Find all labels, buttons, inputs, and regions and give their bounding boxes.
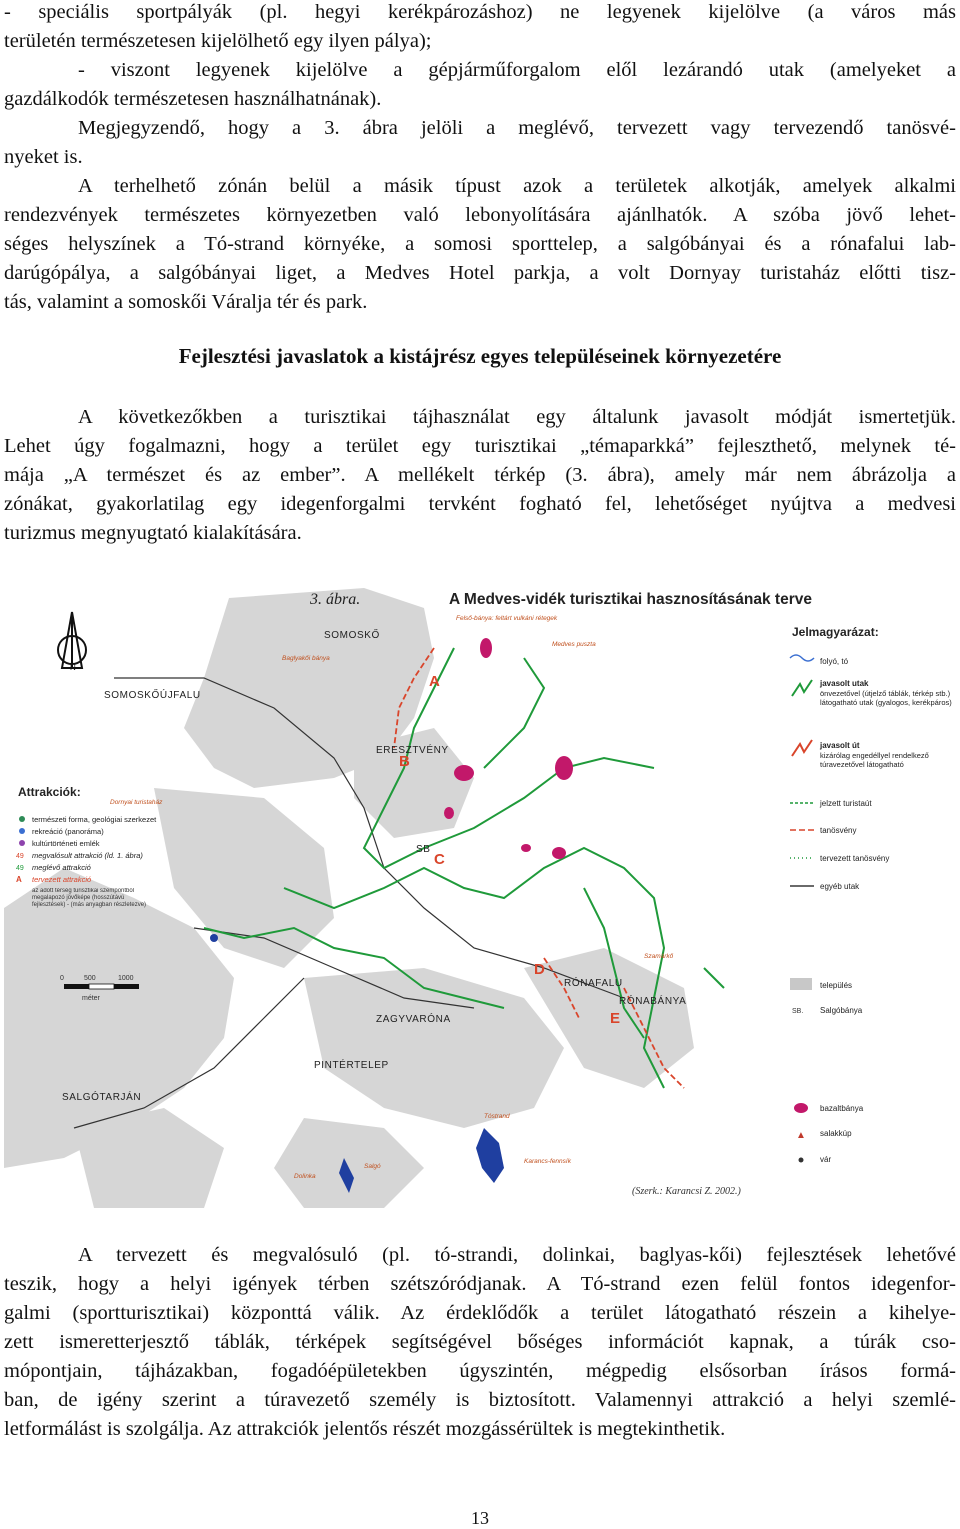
svg-text:1000: 1000 <box>118 975 134 982</box>
figure-label: 3. ábra. <box>310 591 361 608</box>
place-name: ERESZTVÉNY <box>376 745 449 756</box>
text-line: ban, de igény szerint a túravezető személy is biztosított. Valamennyi attrakció a helyi szemlé- <box>4 1389 956 1411</box>
svg-text:N: N <box>70 663 76 672</box>
text-line: Lehet úgy fogalmazni, hogy a terület egy turisztikai „témaparkká” fejleszthető, melynek té- <box>4 435 956 457</box>
text-line: darúgópálya, a salgóbányai liget, a Medves Hotel parkja, a volt Dornyay turistaház előtti tisz- <box>4 262 956 284</box>
svg-text:javasolt utak: javasolt utak <box>820 679 869 688</box>
text-line: turizmus megnyugtató kialakítására. <box>4 522 302 544</box>
place-name: SALGÓTARJÁN <box>62 1092 142 1103</box>
map-annotation: Tóstrand <box>484 1113 510 1120</box>
text-line: tás, valamint a somoskői Váralja tér és park. <box>4 291 368 313</box>
place-name: RÓNABÁNYA <box>619 996 687 1007</box>
text-line: Megjegyzendő, hogy a 3. ábra jelöli a meglévő, tervezett vagy tervezendő tanösvé- <box>78 117 956 139</box>
svg-text:tervezett tanösvény: tervezett tanösvény <box>820 854 890 863</box>
text-line: A terhelhető zónán belül a másik típust azok a területek alkotják, amelyek alkalmi <box>78 175 956 197</box>
text-line: területén természetesen kijelölhető egy ilyen pálya); <box>4 30 432 52</box>
text-line: galmi (sportturisztikai) központtá válik. Az érdeklődők a terület látogatható részein a kihelye- <box>4 1302 956 1324</box>
text-line: nyeket is. <box>4 146 83 168</box>
text-line: letformálást is szolgálja. Az attrakciók jelentős részét mozgássérültek is megtekinthetik. <box>4 1418 726 1440</box>
text-line: séges helyszínek a Tó-strand környéke, a somosi sporttelep, a salgóbányai és a rónafalui lab- <box>4 233 956 255</box>
place-name: PINTÉRTELEP <box>314 1060 389 1071</box>
tourism-plan-map <box>4 568 956 1214</box>
svg-text:kultúrtörténeti emlék: kultúrtörténeti emlék <box>32 839 100 848</box>
svg-text:tervezett attrakció: tervezett attrakció <box>32 875 92 884</box>
svg-text:salakkúp: salakkúp <box>820 1129 852 1138</box>
place-name: SOMOSKŐÚJFALU <box>104 690 201 701</box>
map-annotation: Karancs-fennsík <box>524 1158 571 1165</box>
svg-text:rekreáció (panoráma): rekreáció (panoráma) <box>32 827 104 836</box>
svg-text:jelzett turistaút: jelzett turistaút <box>820 799 872 808</box>
text-line: A következőkben a turisztikai tájhasználat egy általunk javasolt módját ismertetjük. <box>78 406 956 428</box>
map-annotation: Felső-bánya: feltárt vulkáni rétegek <box>456 615 558 622</box>
attraction-letter: E <box>610 1010 621 1027</box>
attractions-legend: Attrakciók: természeti forma, geológiai szerkezet rekreáció (panoráma) kultúrtörténeti emlék 49 megvalósult attrakció (ld. 1. ábra) 49 meglévő attrakció A tervezett attrakció az adott térség turisztikai szempontból megalapozó jövőképe (hosszútávú fejlesztések) - (más anyagban részletezve) <box>16 785 157 908</box>
svg-text:A: A <box>16 875 22 884</box>
svg-text:megvalósult attrakció (ld. 1.: megvalósult attrakció (ld. 1. ábra) <box>32 851 143 860</box>
text-line: zett ismeretterjesztő táblák, térképek segítségével bőséges információt kapnak, a túrák cso- <box>4 1331 956 1353</box>
attraction-letter: A <box>429 673 440 690</box>
text-line: rendezvények természetes környezetben való lebonyolítására ajánlhatók. A szóba jövő lehet- <box>4 204 956 226</box>
svg-text:Jelmagyarázat:: Jelmagyarázat: <box>792 625 879 639</box>
svg-text:természeti forma, geológiai sz: természeti forma, geológiai szerkezet <box>32 815 157 824</box>
attraction-letter: B <box>399 753 410 770</box>
section-heading: Fejlesztési javaslatok a kistájrész egyes településeinek környezetére <box>178 344 782 368</box>
svg-text:bazaltbánya: bazaltbánya <box>820 1104 864 1113</box>
map-annotation: Baglyakői bánya <box>282 655 330 662</box>
map-annotation: Medves puszta <box>552 641 596 648</box>
svg-text:tanösvény: tanösvény <box>820 826 857 835</box>
svg-text:méter: méter <box>82 995 100 1002</box>
svg-text:Salgóbánya: Salgóbánya <box>820 1006 863 1015</box>
text-line: gazdálkodók természetesen használhatnának). <box>4 88 382 110</box>
svg-text:meglévő attrakció: meglévő attrakció <box>32 863 91 872</box>
text-line: mája „A természet és az ember”. A mellékelt térkép (3. ábra), amely már nem ábrázolja a <box>4 464 956 486</box>
attraction-letter: D <box>534 961 545 978</box>
place-name: ZAGYVARÓNA <box>376 1014 451 1025</box>
text-line: A tervezett és megvalósuló (pl. tó-strandi, dolinkai, baglyas-kői) fejlesztések lehetővé <box>78 1244 956 1266</box>
place-name: SB <box>416 844 431 855</box>
place-name: RÓNAFALU <box>564 978 623 989</box>
place-name: SOMOSKŐ <box>324 630 380 641</box>
map-credit: (Szerk.: Karancsi Z. 2002.) <box>632 1186 741 1197</box>
svg-text:49: 49 <box>16 865 24 872</box>
map-legend: Jelmagyarázat: folyó, tó javasolt utak önvezetővel (útjelző táblák, térkép stb.) látogatható utak (gyalogos, kerékpáros) javasolt út kizárólag engedéllyel rendelkező túravezetővel látogatható jelzett turistaút tanösvény tervezett tanösvény egyéb utak település SB. Salgóbánya bazaltbánya ▲ salakkúp vár <box>792 625 952 1164</box>
svg-text:javasolt út: javasolt út <box>820 741 860 750</box>
attraction-letter: C <box>434 851 445 868</box>
svg-text:egyéb utak: egyéb utak <box>820 882 860 891</box>
text-line: - viszont legyenek kijelölve a gépjárműforgalom elől lezárandó utak (amelyeket a <box>78 59 956 81</box>
map-annotation: Szamárkő <box>644 953 674 960</box>
text-line: mópontjain, tájházakban, fogadóépületekben úgyszintén, mégpedig elsősorban írásos formá- <box>4 1360 956 1382</box>
text-line: teszik, hogy a helyi igények térben szétszóródjanak. A Tó-strand ezen felül fontos idegenfor- <box>4 1273 956 1295</box>
svg-text:SB.: SB. <box>792 1008 804 1015</box>
svg-text:49: 49 <box>16 853 24 860</box>
map-annotation: Salgó <box>364 1163 381 1170</box>
svg-text:Attrakciók:: Attrakciók: <box>18 785 81 799</box>
map-annotation: Dornyai turistaház <box>110 799 163 806</box>
svg-text:▲: ▲ <box>796 1130 806 1141</box>
svg-text:0: 0 <box>60 975 64 982</box>
svg-text:folyó, tó: folyó, tó <box>820 657 849 666</box>
svg-text:település: település <box>820 981 853 990</box>
svg-text:vár: vár <box>820 1155 832 1164</box>
svg-text:500: 500 <box>84 975 96 982</box>
text-line: - speciális sportpályák (pl. hegyi kerékpározáshoz) ne legyenek kijelölve (a város más <box>4 1 956 23</box>
text-line: zónákat, gyakorlatilag egy idegenforgalmi tervként fogható fel, lehetőséget nyújtva a medvesi <box>4 493 956 515</box>
map-annotation: Dolinka <box>294 1173 316 1180</box>
map-title: A Medves-vidék turisztikai hasznosításának terve <box>449 591 812 608</box>
page-number: 13 <box>471 1508 489 1528</box>
